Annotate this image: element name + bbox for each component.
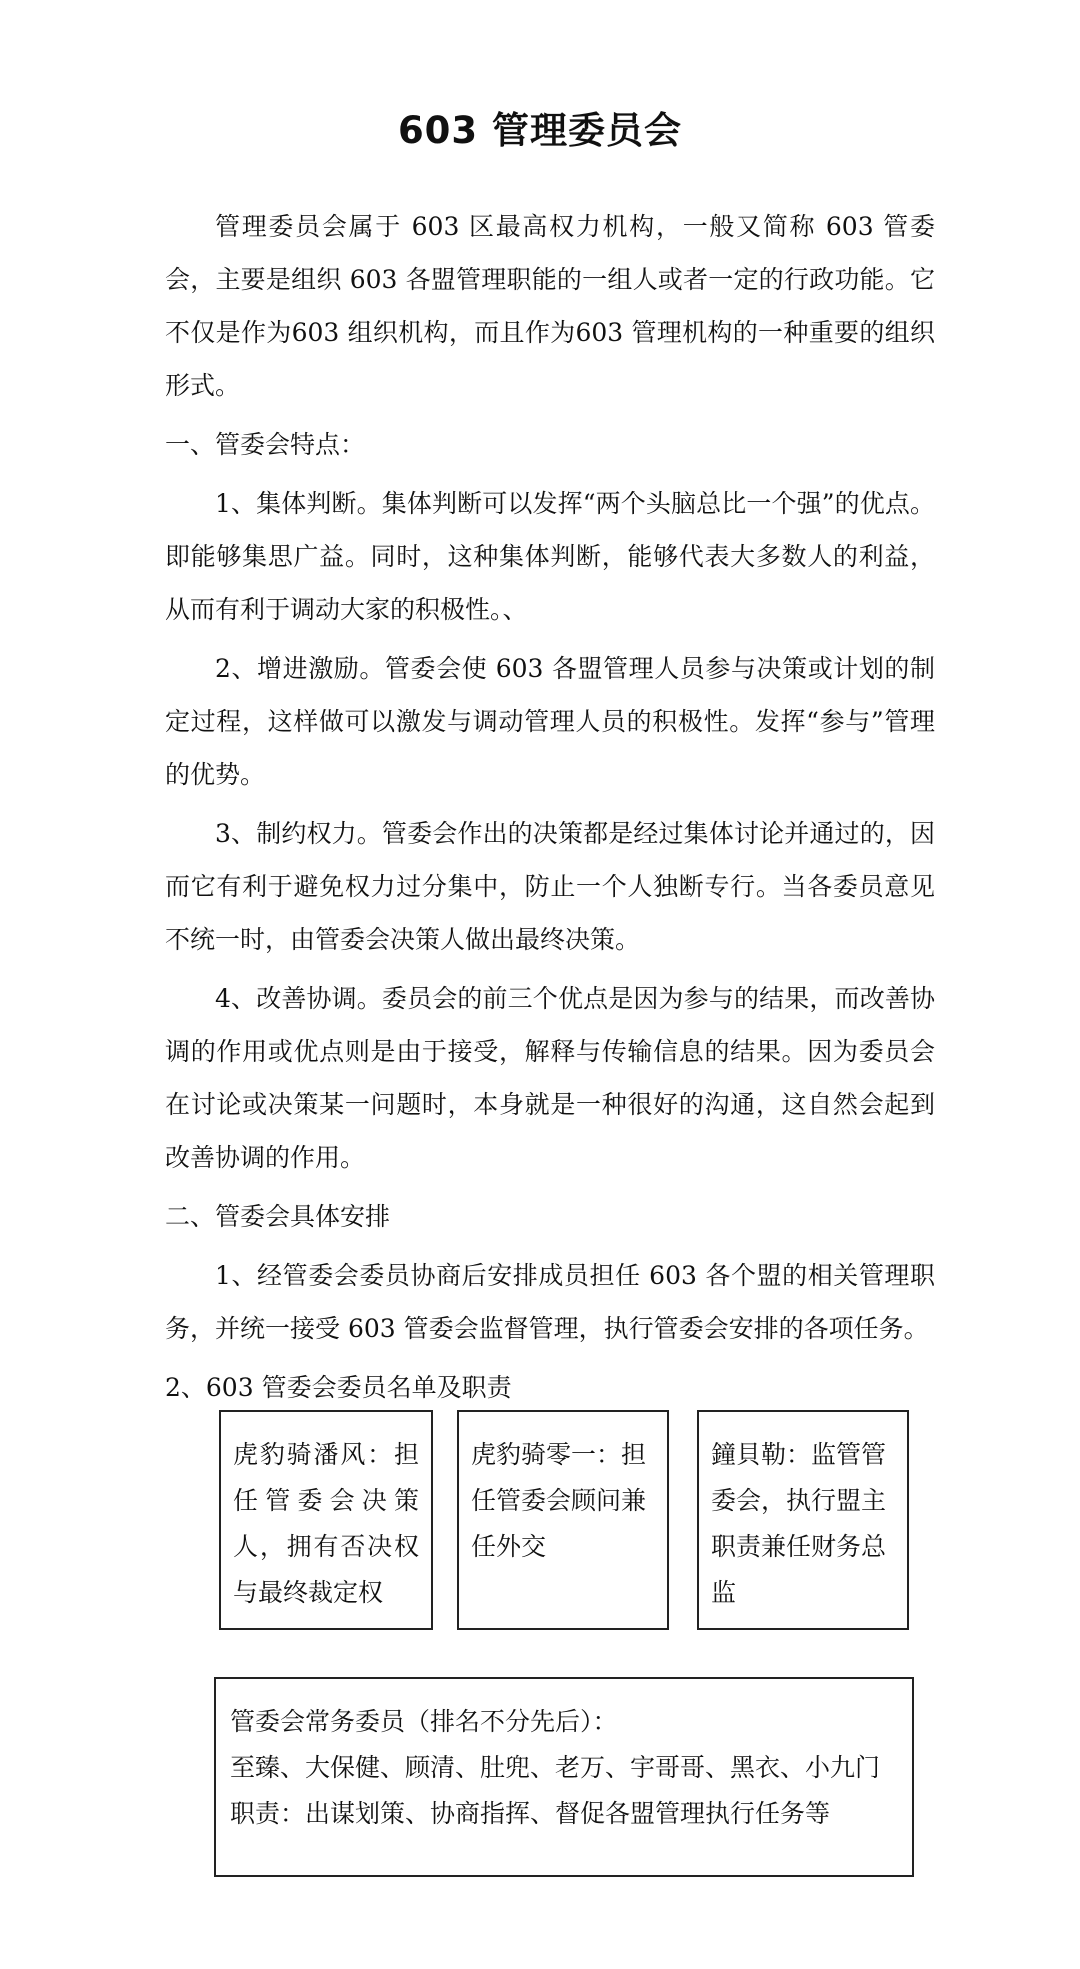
- feature-item: 4、改善协调。委员会的前三个优点是因为参与的结果，而改善协调的作用或优点则是由于接受，解释与传输信息的结果。因为委员会在讨论或决策某一问题时，本身就是一种很好的沟通，这自然会起到改善协调的作用。: [165, 984, 935, 1172]
- member-box: 鐘貝勒：监管管委会，执行盟主职责兼任财务总监: [697, 1410, 909, 1630]
- member-box: 虎豹骑潘风：担任管委会决策人，拥有否决权与最终裁定权: [219, 1410, 433, 1630]
- arrangement-item: 2、603 管委会委员名单及职责: [165, 1373, 512, 1402]
- section-heading-features: 一、管委会特点：: [165, 430, 366, 459]
- feature-item: 2、增进激励。管委会使 603 各盟管理人员参与决策或计划的制定过程，这样做可以激发与调动管理人员的积极性。发挥“参与”管理的优势。: [165, 654, 935, 789]
- feature-item: 3、制约权力。管委会作出的决策都是经过集体讨论并通过的，因而它有利于避免权力过分集中，防止一个人独断专行。当各委员意见不统一时，由管委会决策人做出最终决策。: [165, 819, 935, 954]
- feature-item: 1、集体判断。集体判断可以发挥“两个头脑总比一个强”的优点。即能够集思广益。同时，这种集体判断，能够代表大多数人的利益，从而有利于调动大家的积极性。、: [165, 489, 935, 624]
- page-title: 603 管理委员会: [397, 109, 683, 152]
- intro-paragraph: 管理委员会属于 603 区最高权力机构，一般又简称 603 管委会，主要是组织 603 各盟管理职能的一组人或者一定的行政功能。它不仅是作为603 组织机构，而且作为603 管理机构的一种重要的组织形式。: [165, 212, 935, 400]
- standing-committee-duties: 职责：出谋划策、协商指挥、督促各盟管理执行任务等: [230, 1799, 831, 1828]
- standing-committee-box: [214, 1677, 914, 1877]
- section-heading-arrangement: 二、管委会具体安排: [165, 1202, 391, 1231]
- member-box: 虎豹骑零一：担任管委会顾问兼任外交: [457, 1410, 669, 1630]
- arrangement-item: 1、经管委会委员协商后安排成员担任 603 各个盟的相关管理职务，并统一接受 603 管委会监督管理，执行管委会安排的各项任务。: [165, 1261, 935, 1343]
- document-body: [165, 200, 935, 1420]
- standing-committee-heading: 管委会常务委员（排名不分先后）：: [230, 1707, 618, 1736]
- standing-committee-names: 至臻、大保健、顾清、肚兜、老万、宇哥哥、黑衣、小九门: [230, 1753, 881, 1782]
